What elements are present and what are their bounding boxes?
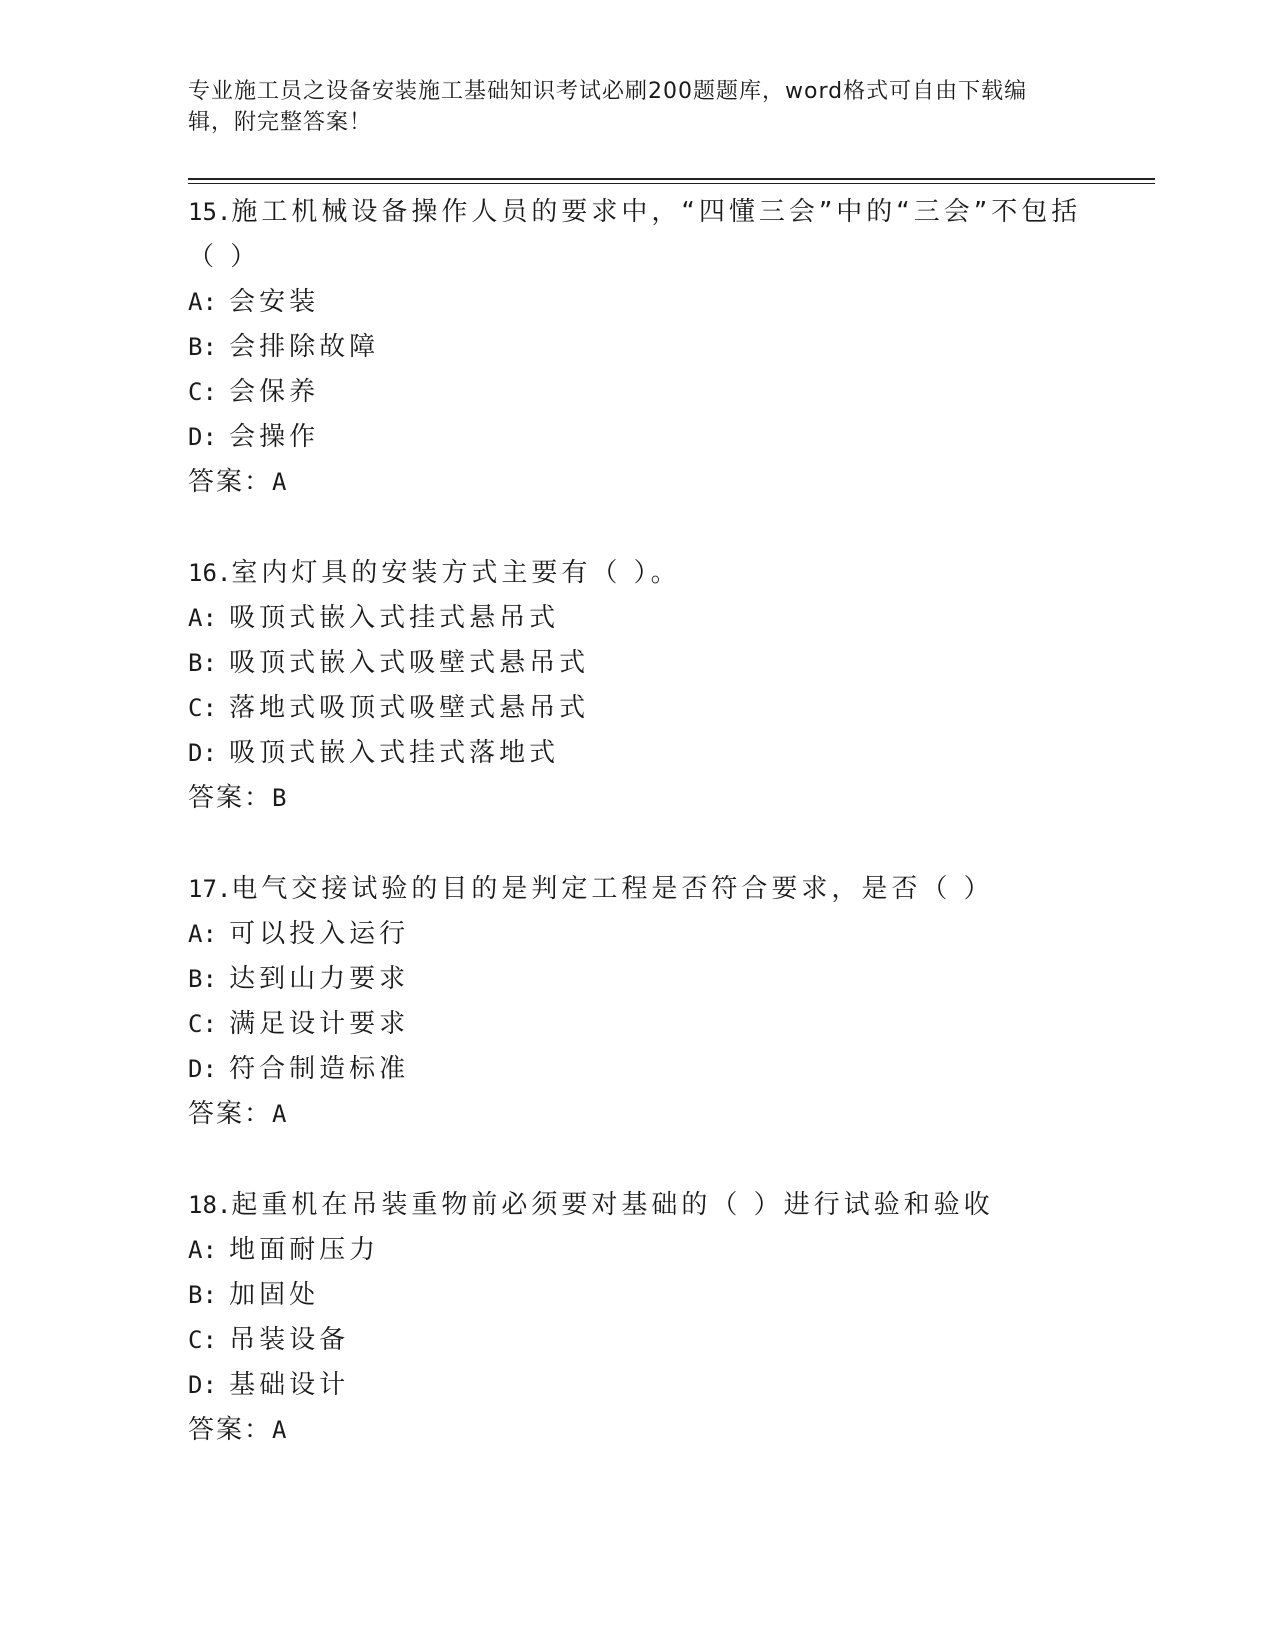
option-a <box>188 596 1088 641</box>
question-text: 起重机在吊装重物前必须要对基础的（ ）进行试验和验收 <box>231 1190 994 1220</box>
option-d <box>188 731 1088 776</box>
option-letter: C: <box>188 694 217 722</box>
option-text: 满足设计要求 <box>229 1009 410 1039</box>
answer-line <box>188 776 1088 821</box>
option-c <box>188 686 1088 731</box>
question-number: 15. <box>188 198 232 226</box>
question-stem <box>188 190 1088 280</box>
question-number: 18. <box>188 1191 232 1219</box>
answer-line <box>188 1092 1088 1137</box>
option-text: 符合制造标准 <box>229 1054 410 1084</box>
option-letter: D: <box>188 423 217 451</box>
option-text: 吊装设备 <box>229 1325 350 1355</box>
option-letter: D: <box>188 739 217 767</box>
header-text: 专业施工员之设备安装施工基础知识考试必刷200题题库，word格式可自由下载编辑，附完整答案！ <box>188 79 1028 135</box>
option-text: 会排除故障 <box>229 332 380 362</box>
option-a <box>188 912 1088 957</box>
option-c <box>188 370 1088 415</box>
option-text: 落地式吸顶式吸壁式悬吊式 <box>229 693 590 723</box>
answer-value: B <box>272 784 287 812</box>
option-text: 会操作 <box>229 422 320 452</box>
option-b <box>188 1273 1088 1318</box>
option-letter: A: <box>188 920 217 948</box>
option-text: 会安装 <box>229 287 320 317</box>
option-text: 地面耐压力 <box>229 1235 380 1265</box>
answer-line <box>188 460 1088 505</box>
option-b <box>188 641 1088 686</box>
option-b <box>188 957 1088 1002</box>
option-d <box>188 1047 1088 1092</box>
question-list <box>188 190 1088 1499</box>
option-letter: A: <box>188 604 217 632</box>
option-letter: C: <box>188 1326 217 1354</box>
option-d <box>188 1363 1088 1408</box>
option-letter: A: <box>188 1236 217 1264</box>
option-letter: A: <box>188 288 217 316</box>
option-d <box>188 415 1088 460</box>
answer-label: 答案： <box>188 1099 273 1129</box>
option-letter: C: <box>188 378 217 406</box>
question-stem <box>188 1183 1088 1228</box>
question-text: 室内灯具的安装方式主要有（ ）。 <box>231 558 681 588</box>
option-text: 可以投入运行 <box>229 919 410 949</box>
option-text: 基础设计 <box>229 1370 350 1400</box>
question-text: 电气交接试验的目的是判定工程是否符合要求，是否（ ） <box>231 874 994 904</box>
answer-label: 答案： <box>188 467 273 497</box>
document-header <box>188 76 1068 138</box>
question-number: 17. <box>188 875 232 903</box>
option-letter: B: <box>188 965 217 993</box>
option-letter: D: <box>188 1371 217 1399</box>
option-b <box>188 325 1088 370</box>
option-a <box>188 1228 1088 1273</box>
question-stem <box>188 551 1088 596</box>
answer-value: A <box>272 1100 287 1128</box>
option-c <box>188 1318 1088 1363</box>
question-stem <box>188 867 1088 912</box>
answer-label: 答案： <box>188 1415 273 1445</box>
question-15 <box>188 190 1088 505</box>
option-text: 吸顶式嵌入式挂式落地式 <box>229 738 560 768</box>
question-16 <box>188 551 1088 821</box>
option-letter: B: <box>188 333 217 361</box>
option-text: 加固处 <box>229 1280 320 1310</box>
option-letter: D: <box>188 1055 217 1083</box>
option-letter: B: <box>188 649 217 677</box>
option-c <box>188 1002 1088 1047</box>
question-17 <box>188 867 1088 1137</box>
option-a <box>188 280 1088 325</box>
question-number: 16. <box>188 559 232 587</box>
answer-value: A <box>272 1416 287 1444</box>
option-text: 达到山力要求 <box>229 964 410 994</box>
option-text: 会保养 <box>229 377 320 407</box>
header-divider <box>188 178 1155 184</box>
option-text: 吸顶式嵌入式挂式悬吊式 <box>229 603 560 633</box>
answer-line <box>188 1408 1088 1453</box>
option-letter: B: <box>188 1281 217 1309</box>
question-text: 施工机械设备操作人员的要求中，“四懂三会”中的“三会”不包括（ ） <box>188 197 1082 272</box>
answer-label: 答案： <box>188 783 273 813</box>
answer-value: A <box>272 468 287 496</box>
question-18 <box>188 1183 1088 1453</box>
option-letter: C: <box>188 1010 217 1038</box>
option-text: 吸顶式嵌入式吸壁式悬吊式 <box>229 648 590 678</box>
